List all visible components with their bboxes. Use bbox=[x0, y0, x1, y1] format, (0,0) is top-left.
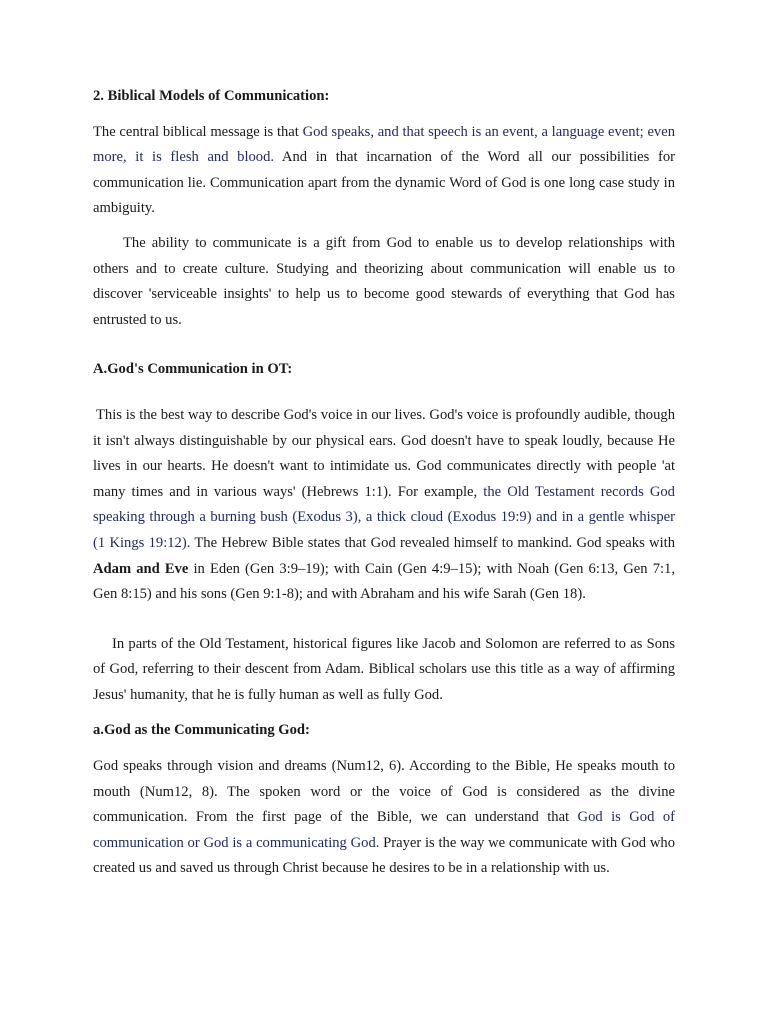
highlighted-text: God speaks, and that speech is an event, a language event; even more, it is flesh and blood. bbox=[93, 123, 675, 166]
paragraph-text: in Eden (Gen 3:9–19); with Cain (Gen 4:9–15); with Noah (Gen 6:13, Gen 7:1, Gen 8:15) and his sons (Gen 9:1-8); and with Abraham and his wife Sarah (Gen 18). bbox=[93, 560, 675, 603]
paragraph-sons-of-god: In parts of the Old Testament, historical figures like Jacob and Solomon are referred to as Sons of God, referring to their descent from Adam. Biblical scholars use this title as a way of affirming Jesus' humanity, that he is fully human as well as fully God. bbox=[93, 635, 675, 703]
paragraph-ability: The ability to communicate is a gift from God to enable us to develop relationships with others and to create culture. Studying and theorizing about communication will enable us to discover 'serviceable insights' to help us to become good stewards of everything that God has entrusted to us. bbox=[93, 234, 675, 328]
paragraph-gods-voice bbox=[93, 403, 675, 608]
paragraph-text: Prayer is the way we communicate with God who created us and saved us through Christ because he desires to be in a relationship with us. bbox=[93, 834, 675, 877]
document-page bbox=[93, 84, 675, 882]
paragraph-text: The central biblical message is that bbox=[93, 123, 303, 140]
section-heading-communicating-god: a.God as the Communicating God: bbox=[93, 722, 310, 739]
paragraph-text: This is the best way to describe God's voice in our lives. God's voice is profoundly audible, though it isn't always distinguishable by our physical ears. God doesn't have to speak loudly, because He lives in our hearts. He doesn't want to intimidate us. God communicates directly with people 'at many times and in various ways' (Hebrews 1:1). For example, bbox=[93, 406, 675, 500]
paragraph-text: And in that incarnation of the Word all our possibilities for communication lie. Communication apart from the dynamic Word of God is one long case study in ambiguity. bbox=[93, 149, 675, 217]
section-heading-ot: A.God's Communication in OT: bbox=[93, 361, 293, 378]
paragraph-text: God speaks through vision and dreams (Num12, 6). According to the Bible, He speaks mouth to mouth (Num12, 8). The spoken word or the voice of God is considered as the divine communication. From the first page of the Bible, we can understand that bbox=[93, 758, 675, 826]
highlighted-text: God is God of communication or God is a communicating God. bbox=[93, 809, 675, 851]
paragraph-central-message bbox=[93, 120, 675, 222]
bold-text: Adam and Eve bbox=[93, 560, 189, 577]
highlighted-text: the Old Testament records God speaking through a burning bush (Exodus 3), a thick cloud (Exodus 19:9) and in a gentle whisper (1 Kings 19:12). bbox=[93, 483, 675, 551]
paragraph-visions-dreams bbox=[93, 754, 675, 882]
paragraph-text: The Hebrew Bible states that God revealed himself to mankind. God speaks with bbox=[190, 534, 675, 551]
section-heading-biblical-models: 2. Biblical Models of Communication: bbox=[93, 88, 330, 104]
